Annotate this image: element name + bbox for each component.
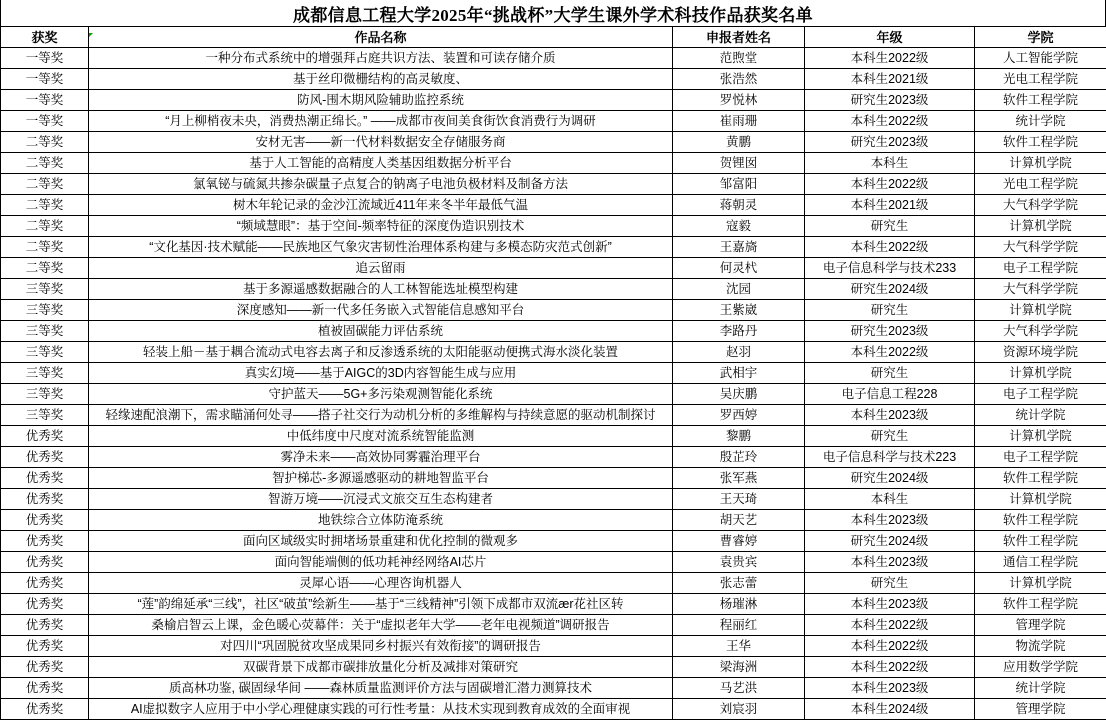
cell-work-name: 中低纬度中尺度对流系统智能监测 [89,426,673,447]
cell-college: 大气科学学院 [975,321,1106,342]
cell-college: 物流学院 [975,636,1106,657]
page-title: 成都信息工程大学2025年“挑战杯”大学生课外学术科技作品获奖名单 [293,1,813,26]
cell-work-name: 灵犀心语——心理咨询机器人 [89,573,673,594]
cell-work-name: 雾净未来——高效协同雾霾治理平台 [89,447,673,468]
cell-college: 资源环境学院 [975,342,1106,363]
cell-grade: 本科生2022级 [805,237,975,258]
cell-grade: 本科生2023级 [805,405,975,426]
table-row [1,153,1106,174]
cell-applicant: 沈园 [673,279,805,300]
cell-award: 一等奖 [1,48,89,69]
cell-award: 优秀奖 [1,531,89,552]
cell-work-name: 双碳背景下成都市碳排放量化分析及减排对策研究 [89,657,673,678]
cell-grade: 本科生2022级 [805,636,975,657]
cell-award: 一等奖 [1,69,89,90]
cell-grade: 研究生2024级 [805,468,975,489]
cell-work-name: “文化基因·技术赋能——民族地区气象灾害韧性治理体系构建与多模态防灾范式创新” [89,237,673,258]
table-row [1,111,1106,132]
cell-award: 优秀奖 [1,678,89,699]
table-row [1,216,1106,237]
cell-award: 优秀奖 [1,594,89,615]
cell-work-name: 智游万境——沉浸式文旅交互生态构建者 [89,489,673,510]
cell-award: 优秀奖 [1,468,89,489]
table-row [1,531,1106,552]
cell-applicant: 李路丹 [673,321,805,342]
cell-grade: 研究生2023级 [805,132,975,153]
cell-grade: 本科生2023级 [805,594,975,615]
table-row [1,447,1106,468]
column-header-work-name: 作品名称 [89,27,673,48]
cell-grade: 本科生2021级 [805,69,975,90]
cell-award: 三等奖 [1,279,89,300]
cell-grade: 本科生2022级 [805,657,975,678]
cell-college: 应用数学学院 [975,657,1106,678]
cell-applicant: 崔雨珊 [673,111,805,132]
cell-college: 电子工程学院 [975,258,1106,279]
cell-work-name: 树木年轮记录的金沙江流域近411年来冬半年最低气温 [89,195,673,216]
table-row [1,48,1106,69]
table-row [1,132,1106,153]
cell-award: 一等奖 [1,111,89,132]
cell-grade: 电子信息科学与技术223 [805,447,975,468]
cell-applicant: 王华 [673,636,805,657]
cell-applicant: 杨璀淋 [673,594,805,615]
cell-work-name: 守护蓝天——5G+多污染观测智能化系统 [89,384,673,405]
cell-applicant: 武相宇 [673,363,805,384]
cell-work-name: 基于多源遥感数据融合的人工林智能选址模型构建 [89,279,673,300]
cell-college: 大气科学学院 [975,195,1106,216]
cell-applicant: 赵羽 [673,342,805,363]
cell-college: 软件工程学院 [975,510,1106,531]
cell-applicant: 范煦堂 [673,48,805,69]
cell-grade: 本科生2024级 [805,699,975,720]
cell-applicant: 罗西婷 [673,405,805,426]
cell-award: 一等奖 [1,90,89,111]
column-header-award: 获奖 [1,27,89,48]
cell-work-name: 面向区域级实时拥堵场景重建和优化控制的微观多 [89,531,673,552]
table-row [1,321,1106,342]
cell-college: 统计学院 [975,111,1106,132]
cell-applicant: 殷芷玲 [673,447,805,468]
cell-college: 计算机学院 [975,216,1106,237]
table-row [1,90,1106,111]
cell-college: 大气科学学院 [975,237,1106,258]
cell-award: 二等奖 [1,174,89,195]
cell-applicant: 张浩然 [673,69,805,90]
cell-work-name: 深度感知——新一代多任务嵌入式智能信息感知平台 [89,300,673,321]
cell-applicant: 邹富阳 [673,174,805,195]
table-row [1,384,1106,405]
cell-work-name: 安材无害——新一代材料数据安全存储服务商 [89,132,673,153]
cell-grade: 本科生 [805,153,975,174]
cell-college: 统计学院 [975,678,1106,699]
cell-award: 三等奖 [1,405,89,426]
cell-grade: 本科生2022级 [805,342,975,363]
cell-college: 计算机学院 [975,363,1106,384]
cell-award: 二等奖 [1,132,89,153]
cell-applicant: 蒋朝灵 [673,195,805,216]
cell-work-name: 基于人工智能的高精度人类基因组数据分析平台 [89,153,673,174]
cell-college: 计算机学院 [975,300,1106,321]
cell-award: 三等奖 [1,321,89,342]
cell-grade: 研究生 [805,426,975,447]
award-list-table [0,26,1106,720]
cell-award: 优秀奖 [1,447,89,468]
cell-grade: 电子信息科学与技术233 [805,258,975,279]
cell-grade: 研究生2023级 [805,321,975,342]
cell-work-name: 质高林功鉴, 碳固绿华间 ——森林质量监测评价方法与固碳增汇潜力测算技术 [89,678,673,699]
table-row [1,636,1106,657]
cell-college: 光电工程学院 [975,69,1106,90]
table-row [1,363,1106,384]
cell-award: 优秀奖 [1,615,89,636]
cell-work-name: 地铁综合立体防淹系统 [89,510,673,531]
table-row [1,594,1106,615]
cell-work-name: 基于丝印微栅结构的高灵敏度、 [89,69,673,90]
cell-applicant: 程丽红 [673,615,805,636]
cell-grade: 本科生2023级 [805,552,975,573]
cell-award: 三等奖 [1,363,89,384]
cell-grade: 本科生2022级 [805,48,975,69]
table-row [1,678,1106,699]
column-header-grade: 年级 [805,27,975,48]
cell-college: 软件工程学院 [975,531,1106,552]
cell-award: 二等奖 [1,216,89,237]
cell-grade: 本科生2022级 [805,111,975,132]
cell-grade: 本科生2022级 [805,174,975,195]
cell-applicant: 寇毅 [673,216,805,237]
cell-work-name: 追云留雨 [89,258,673,279]
cell-work-name: 防风-围木期风险辅助监控系统 [89,90,673,111]
cell-work-name: 对四川“巩固脱贫攻坚成果同乡村振兴有效衔接”的调研报告 [89,636,673,657]
cell-award: 二等奖 [1,237,89,258]
cell-applicant: 黄鹏 [673,132,805,153]
cell-applicant: 袁贵宾 [673,552,805,573]
cell-award: 二等奖 [1,258,89,279]
cell-college: 光电工程学院 [975,174,1106,195]
cell-work-name: “频域慧眼”：基于空间-频率特征的深度伪造识别技术 [89,216,673,237]
table-row [1,510,1106,531]
cell-college: 软件工程学院 [975,594,1106,615]
cell-work-name: 植被固碳能力评估系统 [89,321,673,342]
cell-work-name: AI虚拟数字人应用于中小学心理健康实践的可行性考量：从技术实现到教育成效的全面审视 [89,699,673,720]
cell-grade: 本科生 [805,489,975,510]
cell-college: 大气科学学院 [975,279,1106,300]
cell-work-name: 轻装上船－基于耦合流动式电容去离子和反渗透系统的太阳能驱动便携式海水淡化装置 [89,342,673,363]
cell-applicant: 吴庆鹏 [673,384,805,405]
cell-applicant: 刘宸羽 [673,699,805,720]
cell-award: 优秀奖 [1,510,89,531]
table-row [1,195,1106,216]
cell-award: 二等奖 [1,195,89,216]
cell-applicant: 贺锂囡 [673,153,805,174]
cell-grade: 本科生2023级 [805,510,975,531]
cell-college: 软件工程学院 [975,132,1106,153]
cell-college: 计算机学院 [975,426,1106,447]
cell-grade: 本科生2023级 [805,678,975,699]
table-row [1,699,1106,720]
document-title-row [0,0,1106,26]
table-row [1,468,1106,489]
cell-college: 统计学院 [975,405,1106,426]
cell-grade: 研究生 [805,573,975,594]
cell-grade: 研究生 [805,216,975,237]
cell-applicant: 胡天艺 [673,510,805,531]
cell-applicant: 王嘉旖 [673,237,805,258]
table-row [1,258,1106,279]
cell-grade: 研究生2024级 [805,531,975,552]
table-row [1,657,1106,678]
cell-applicant: 马艺洪 [673,678,805,699]
cell-award: 三等奖 [1,300,89,321]
cell-grade: 本科生2022级 [805,615,975,636]
cell-work-name: 轻缘速配浪潮下，需求瞄涌何处寻——搭子社交行为动机分析的多维解构与持续意愿的驱动机制探讨 [89,405,673,426]
table-row [1,405,1106,426]
cell-work-name: 智护梯芯-多源遥感驱动的耕地智监平台 [89,468,673,489]
table-row [1,237,1106,258]
cell-work-name: 真实幻境——基于AIGC的3D内容智能生成与应用 [89,363,673,384]
cell-award: 优秀奖 [1,699,89,720]
cell-applicant: 曹睿婷 [673,531,805,552]
table-row [1,426,1106,447]
cell-applicant: 王紫崴 [673,300,805,321]
cell-grade: 研究生2023级 [805,90,975,111]
cell-award: 优秀奖 [1,426,89,447]
cell-college: 计算机学院 [975,153,1106,174]
cell-award: 二等奖 [1,153,89,174]
table-row [1,615,1106,636]
cell-award: 优秀奖 [1,573,89,594]
column-header-college: 学院 [975,27,1106,48]
cell-work-name: 一种分布式系统中的增强拜占庭共识方法、装置和可读存储介质 [89,48,673,69]
cell-college: 软件工程学院 [975,468,1106,489]
cell-award: 三等奖 [1,342,89,363]
cell-college: 电子工程学院 [975,384,1106,405]
table-row [1,342,1106,363]
table-row [1,174,1106,195]
cell-grade: 本科生2021级 [805,195,975,216]
cell-work-name: “月上柳梢夜未央，消费热潮正绵长。” ——成都市夜间美食街饮食消费行为调研 [89,111,673,132]
cell-college: 软件工程学院 [975,90,1106,111]
cell-comment-marker [89,33,93,37]
cell-award: 优秀奖 [1,552,89,573]
table-row [1,489,1106,510]
cell-work-name: “莲”韵绵延承“三线”，社区“破茧”绘新生——基于“三线精神”引领下成都市双流ær花社区转 [89,594,673,615]
cell-grade: 研究生 [805,300,975,321]
cell-college: 电子工程学院 [975,447,1106,468]
cell-college: 管理学院 [975,699,1106,720]
cell-grade: 研究生 [805,363,975,384]
cell-college: 通信工程学院 [975,552,1106,573]
cell-award: 优秀奖 [1,657,89,678]
cell-college: 计算机学院 [975,573,1106,594]
cell-applicant: 何灵杙 [673,258,805,279]
cell-award: 三等奖 [1,384,89,405]
cell-applicant: 王天琦 [673,489,805,510]
table-body [1,48,1106,720]
cell-applicant: 罗悦林 [673,90,805,111]
cell-applicant: 黎鹏 [673,426,805,447]
cell-applicant: 张军燕 [673,468,805,489]
table-row [1,300,1106,321]
cell-applicant: 梁海洲 [673,657,805,678]
cell-award: 优秀奖 [1,636,89,657]
cell-grade: 研究生2024级 [805,279,975,300]
cell-work-name: 桑榆启智云上课，金色暖心荧幕伴：关于“虚拟老年大学——老年电视频道”调研报告 [89,615,673,636]
column-header-applicant: 申报者姓名 [673,27,805,48]
cell-college: 计算机学院 [975,489,1106,510]
cell-work-name: 氯氧铋与硫氮共掺杂碳量子点复合的钠离子电池负极材料及制备方法 [89,174,673,195]
cell-college: 管理学院 [975,615,1106,636]
table-row [1,69,1106,90]
cell-applicant: 张志蕾 [673,573,805,594]
table-row [1,552,1106,573]
table-header-row [1,27,1106,48]
cell-work-name: 面向智能端侧的低功耗神经网络AI芯片 [89,552,673,573]
cell-grade: 电子信息工程228 [805,384,975,405]
table-row [1,279,1106,300]
cell-college: 人工智能学院 [975,48,1106,69]
table-row [1,573,1106,594]
cell-award: 优秀奖 [1,489,89,510]
